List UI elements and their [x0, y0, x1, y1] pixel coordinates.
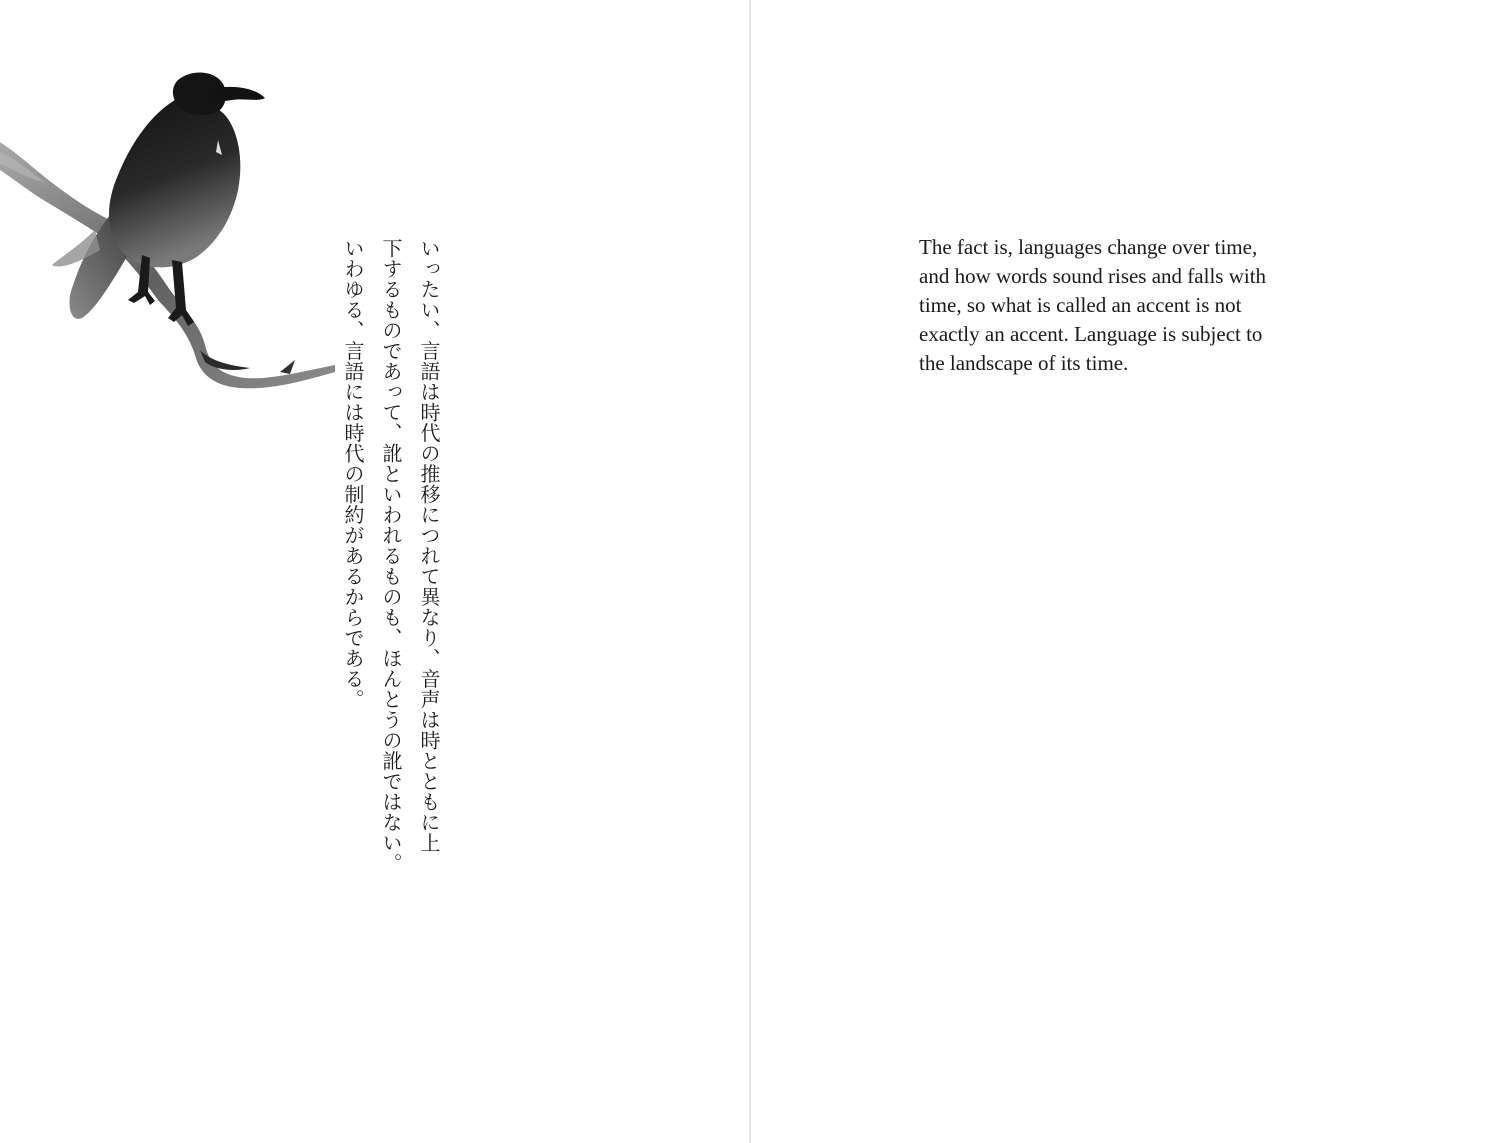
japanese-vertical-text: [338, 238, 448, 898]
english-line: the landscape of its time.: [919, 351, 1129, 375]
japanese-line: いわゆる、言語には時代の制約があるからである。: [341, 238, 365, 710]
english-line: exactly an accent. Language is subject to: [919, 322, 1263, 346]
crow-icon: [0, 60, 340, 410]
english-line: The fact is, languages change over time,: [919, 235, 1258, 259]
right-page: [751, 0, 1500, 1143]
japanese-line: 下するものであって、訛といわれるものも、ほんとうの訛ではない。: [379, 238, 403, 874]
english-line: and how words sound rises and falls with: [919, 264, 1267, 288]
japanese-line: いったい、言語は時代の推移につれて異なり、音声は時とともに上: [417, 238, 441, 853]
english-line: time, so what is called an accent is not: [919, 293, 1242, 317]
english-translation: [919, 233, 1339, 378]
